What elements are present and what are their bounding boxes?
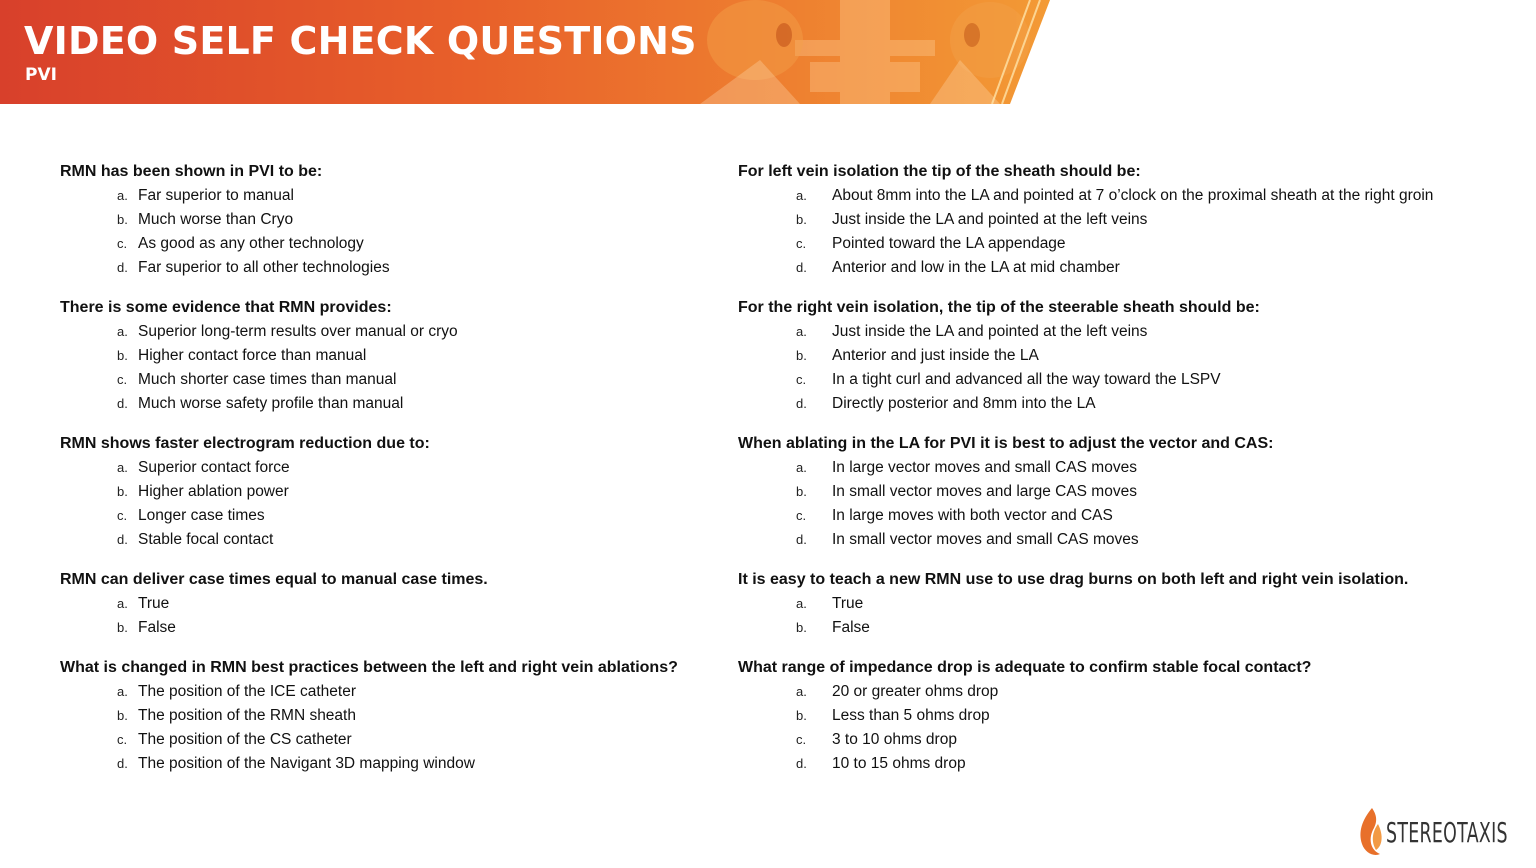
option-text: Anterior and low in the LA at mid chamber — [832, 259, 1120, 276]
option-list — [738, 592, 1528, 640]
option-item — [738, 728, 1528, 752]
option-item — [738, 704, 1528, 728]
question-text: For the right vein isolation, the tip of the steerable sheath should be: — [738, 299, 1260, 316]
option-text: In small vector moves and large CAS moves — [832, 483, 1137, 500]
option-text: As good as any other technology — [138, 235, 364, 252]
question-text: It is easy to teach a new RMN use to use drag burns on both left and right vein isolation. — [738, 571, 1409, 588]
option-letter: a. — [117, 460, 128, 475]
option-item — [60, 752, 725, 776]
option-item — [60, 680, 725, 704]
option-letter: b. — [117, 348, 128, 363]
option-text: Longer case times — [138, 507, 265, 524]
option-text: Much worse than Cryo — [138, 211, 294, 228]
option-letter: b. — [117, 212, 128, 227]
questions-right-column — [738, 160, 1528, 776]
option-list — [738, 680, 1528, 776]
option-text: 10 to 15 ohms drop — [832, 755, 966, 772]
option-item — [60, 728, 725, 752]
option-letter: c. — [796, 372, 807, 387]
question-block — [738, 568, 1528, 640]
option-letter: a. — [796, 596, 807, 611]
option-list — [60, 184, 725, 280]
option-item — [60, 256, 725, 280]
option-text: In large vector moves and small CAS moves — [832, 459, 1137, 476]
option-item — [60, 232, 725, 256]
question-text: What is changed in RMN best practices between the left and right vein ablations? — [60, 659, 678, 676]
option-item — [738, 256, 1528, 280]
option-list — [60, 592, 725, 640]
option-text: Just inside the LA and pointed at the left veins — [832, 211, 1148, 228]
option-item — [738, 344, 1528, 368]
option-text: Much worse safety profile than manual — [138, 395, 404, 412]
option-letter: d. — [796, 260, 807, 275]
option-letter: a. — [117, 324, 128, 339]
option-letter: b. — [117, 484, 128, 499]
question-block — [738, 656, 1528, 776]
option-text: In small vector moves and small CAS moves — [832, 531, 1139, 548]
option-text: 20 or greater ohms drop — [832, 683, 999, 700]
option-letter: a. — [796, 324, 807, 339]
question-block — [738, 432, 1528, 552]
option-letter: b. — [796, 484, 807, 499]
option-text: Anterior and just inside the LA — [832, 347, 1039, 364]
option-letter: b. — [796, 620, 807, 635]
question-block — [60, 296, 725, 416]
question-block — [60, 568, 725, 640]
option-item — [738, 504, 1528, 528]
option-item — [60, 528, 725, 552]
option-letter: a. — [117, 596, 128, 611]
questions-left-column — [60, 160, 725, 776]
option-item — [738, 480, 1528, 504]
option-item — [738, 232, 1528, 256]
option-text: Just inside the LA and pointed at the left veins — [832, 323, 1148, 340]
option-text: In large moves with both vector and CAS — [832, 507, 1113, 524]
option-letter: d. — [117, 396, 128, 411]
option-item — [60, 184, 725, 208]
question-block — [60, 160, 725, 280]
option-text: The position of the ICE catheter — [138, 683, 356, 700]
question-text: For left vein isolation the tip of the sheath should be: — [738, 163, 1141, 180]
option-item — [738, 616, 1528, 640]
option-item — [60, 456, 725, 480]
option-letter: a. — [796, 188, 807, 203]
option-text: About 8mm into the LA and pointed at 7 o’clock on the proximal sheath at the right groin — [832, 187, 1434, 204]
option-item — [60, 392, 725, 416]
option-text: Stable focal contact — [138, 531, 274, 548]
question-text: RMN shows faster electrogram reduction due to: — [60, 435, 430, 452]
option-letter: c. — [796, 236, 807, 251]
option-letter: d. — [117, 532, 128, 547]
question-text: RMN has been shown in PVI to be: — [60, 163, 323, 180]
question-block — [60, 656, 725, 776]
option-list — [60, 456, 725, 552]
option-item — [738, 320, 1528, 344]
option-letter: a. — [117, 684, 128, 699]
option-letter: c. — [796, 508, 807, 523]
page-title: VIDEO SELF CHECK QUESTIONS — [24, 19, 697, 63]
option-item — [738, 592, 1528, 616]
option-text: Superior contact force — [138, 459, 290, 476]
option-item — [738, 208, 1528, 232]
option-letter: a. — [796, 684, 807, 699]
option-list — [738, 456, 1528, 552]
option-item — [60, 704, 725, 728]
option-text: 3 to 10 ohms drop — [832, 731, 957, 748]
question-text: When ablating in the LA for PVI it is best to adjust the vector and CAS: — [738, 435, 1274, 452]
option-text: False — [832, 619, 870, 636]
option-text: Far superior to manual — [138, 187, 294, 204]
option-text: Directly posterior and 8mm into the LA — [832, 395, 1096, 412]
option-item — [738, 680, 1528, 704]
option-text: Higher contact force than manual — [138, 347, 367, 364]
question-block — [60, 432, 725, 552]
option-list — [738, 184, 1528, 280]
question-block — [738, 160, 1528, 280]
option-text: Far superior to all other technologies — [138, 259, 390, 276]
option-list — [60, 320, 725, 416]
option-letter: c. — [117, 508, 128, 523]
option-item — [60, 368, 725, 392]
option-letter: d. — [796, 532, 807, 547]
option-item — [60, 320, 725, 344]
option-letter: b. — [796, 348, 807, 363]
option-item — [60, 504, 725, 528]
question-text: There is some evidence that RMN provides: — [60, 299, 392, 316]
option-letter: c. — [117, 236, 128, 251]
option-letter: b. — [117, 620, 128, 635]
option-letter: b. — [117, 708, 128, 723]
option-item — [60, 208, 725, 232]
option-item — [738, 184, 1528, 208]
option-letter: d. — [796, 756, 807, 771]
stereotaxis-logo — [1356, 806, 1514, 858]
question-block — [738, 296, 1528, 416]
option-item — [738, 752, 1528, 776]
option-item — [60, 616, 725, 640]
option-letter: b. — [796, 212, 807, 227]
option-text: True — [138, 595, 170, 612]
option-text: The position of the RMN sheath — [138, 707, 356, 724]
option-list — [60, 680, 725, 776]
option-letter: a. — [796, 460, 807, 475]
option-letter: c. — [117, 372, 128, 387]
option-text: Pointed toward the LA appendage — [832, 235, 1066, 252]
page-subtitle: PVI — [25, 65, 57, 85]
option-item — [60, 592, 725, 616]
option-item — [738, 368, 1528, 392]
flame-icon — [1356, 806, 1386, 858]
option-text: False — [138, 619, 176, 636]
option-letter: c. — [796, 732, 807, 747]
question-text: What range of impedance drop is adequate to confirm stable focal contact? — [738, 659, 1312, 676]
option-letter: d. — [117, 756, 128, 771]
option-text: Higher ablation power — [138, 483, 289, 500]
option-letter: a. — [117, 188, 128, 203]
option-item — [738, 456, 1528, 480]
option-text: The position of the Navigant 3D mapping window — [138, 755, 475, 772]
logo-text: STEREOTAXIS — [1386, 816, 1508, 849]
option-letter: b. — [796, 708, 807, 723]
option-text: Less than 5 ohms drop — [832, 707, 990, 724]
option-text: The position of the CS catheter — [138, 731, 352, 748]
option-text: Much shorter case times than manual — [138, 371, 397, 388]
question-text: RMN can deliver case times equal to manual case times. — [60, 571, 488, 588]
option-item — [738, 528, 1528, 552]
option-letter: d. — [796, 396, 807, 411]
option-text: True — [832, 595, 864, 612]
option-item — [738, 392, 1528, 416]
option-list — [738, 320, 1528, 416]
option-text: In a tight curl and advanced all the way toward the LSPV — [832, 371, 1221, 388]
option-text: Superior long-term results over manual or cryo — [138, 323, 458, 340]
option-letter: d. — [117, 260, 128, 275]
option-letter: c. — [117, 732, 128, 747]
option-item — [60, 344, 725, 368]
header-banner — [0, 0, 1060, 104]
option-item — [60, 480, 725, 504]
